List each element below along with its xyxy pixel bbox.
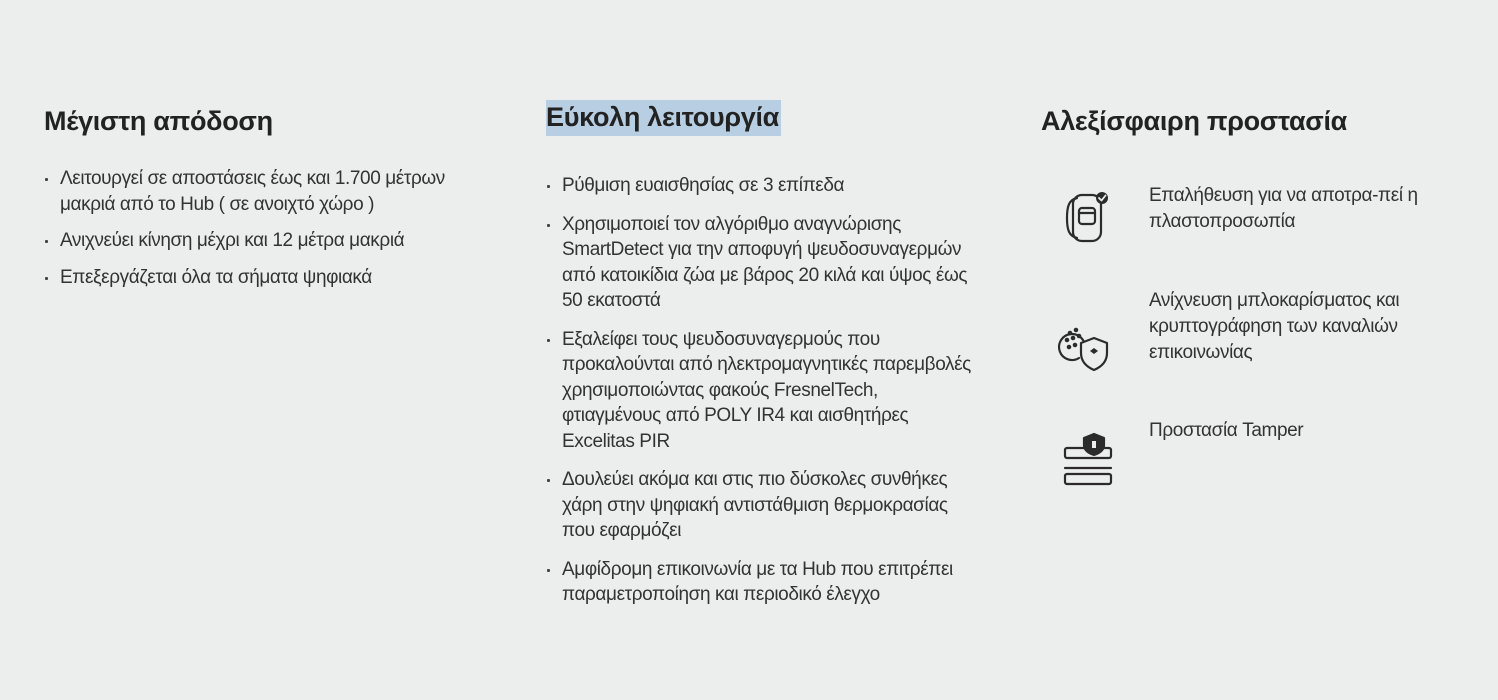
tamper-lock-icon (1055, 430, 1119, 494)
encryption-shield-icon (1055, 318, 1119, 382)
column-title[interactable] (546, 102, 781, 133)
bullet-list (546, 173, 976, 621)
list-item: Λειτουργεί σε αποστάσεις έως και 1.700 μέτρων μακριά από το Hub ( σε ανοιχτό χώρο ) (44, 166, 484, 217)
column-title: Αλεξίσφαιρη προστασία (1041, 106, 1347, 136)
feature-text: Επαλήθευση για να αποτρα-πεί η πλαστοπροσωπία (1149, 185, 1418, 232)
feature-text: Προστασία Tamper (1149, 420, 1304, 441)
feature-text: Ανίχνευση μπλοκαρίσματος και κρυπτογράφηση των καναλιών επικοινωνίας (1149, 290, 1400, 363)
list-item: Επεξεργάζεται όλα τα σήματα ψηφιακά (44, 265, 484, 291)
list-item: Ρύθμιση ευαισθησίας σε 3 επίπεδα (546, 173, 976, 199)
device-verified-icon (1055, 186, 1119, 250)
selected-title-text[interactable]: Εύκολη λειτουργία (546, 100, 781, 136)
list-item: Χρησιμοποιεί τον αλγόριθμο αναγνώρισης SmartDetect για την αποφυγή ψευδοσυναγερμών από κατοικίδια ζώα με βάρος 20 κιλά και ύψος έως 50 εκατοστά (546, 212, 976, 314)
list-item: Αμφίδρομη επικοινωνία με τα Hub που επιτρέπει παραμετροποίηση και περιοδικό έλεγχο (546, 557, 976, 608)
column-title: Μέγιστη απόδοση (44, 106, 273, 136)
list-item: Εξαλείφει τους ψευδοσυναγερμούς που προκαλούνται από ηλεκτρομαγνητικές παρεμβολές χρησιμοποιώντας φακούς FresnelTech, φτιαγμένους από POLY IR4 και αισθητήρες Excelitas PIR (546, 327, 976, 455)
bullet-list (44, 166, 484, 301)
list-item: Δουλεύει ακόμα και στις πιο δύσκολες συνθήκες χάρη στην ψηφιακή αντιστάθμιση θερμοκρασίας που εφαρμόζει (546, 467, 976, 544)
list-item: Ανιχνεύει κίνηση μέχρι και 12 μέτρα μακριά (44, 228, 484, 254)
